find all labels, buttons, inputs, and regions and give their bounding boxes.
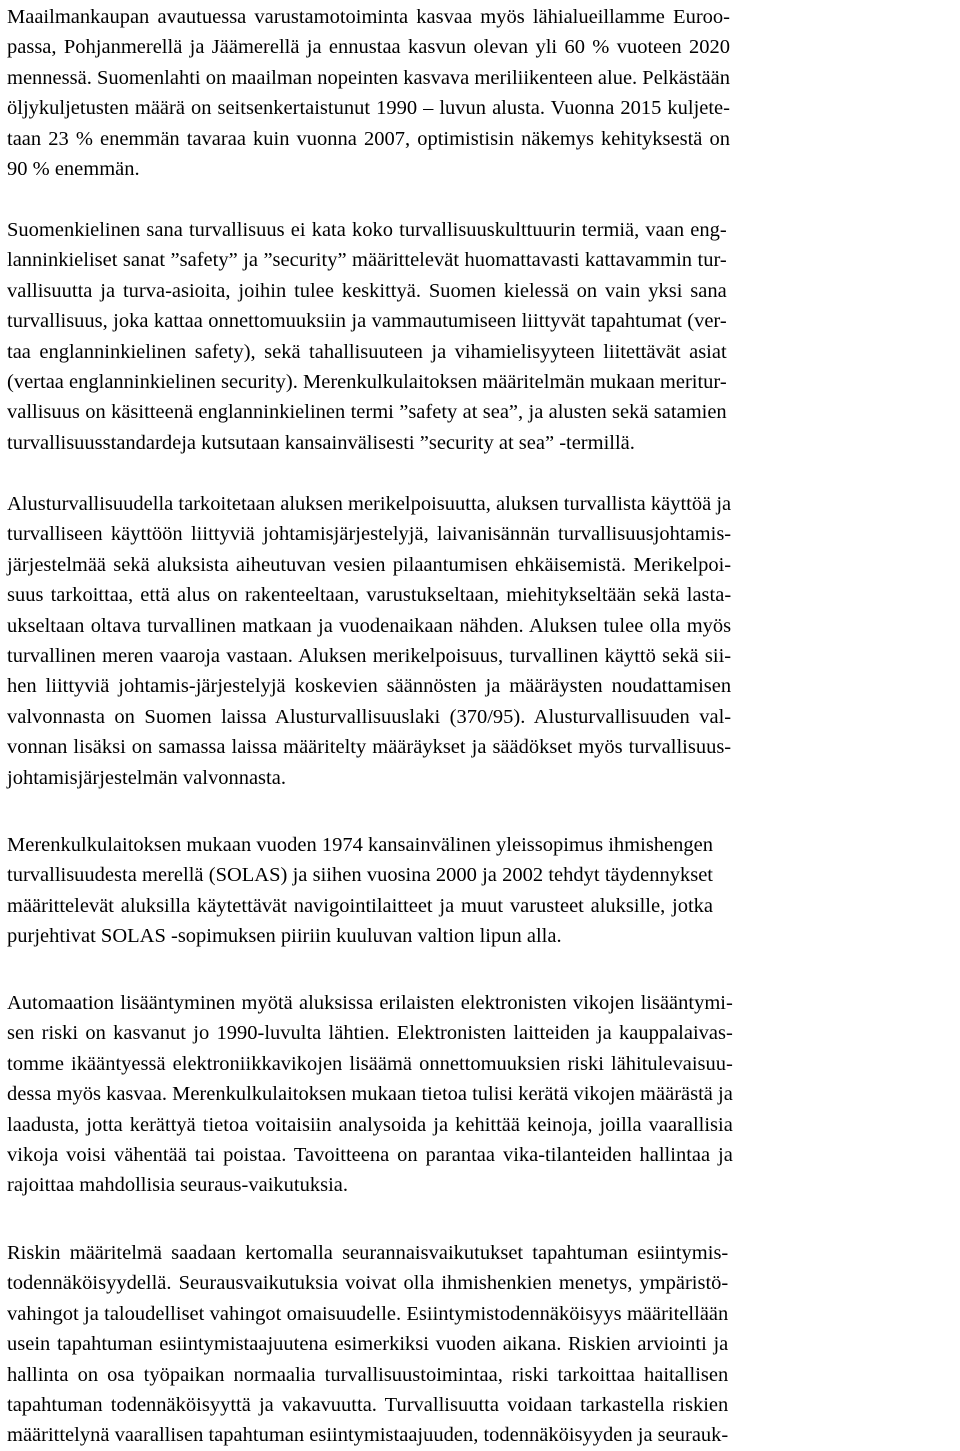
text-line: mennessä. Suomenlahti on maailman nopeinten kasvava meriliikenteen alue. Pelkästään bbox=[7, 66, 730, 89]
text-line: tomme ikääntyessä elektroniikkavikojen lisäämä onnettomuuksien riski lähitulevaisuu- bbox=[7, 1052, 733, 1075]
text-line: turvalliseen käyttöön liittyviä johtamisjärjestelyjä, laivanisännän turvallisuusjohtamis- bbox=[7, 523, 732, 546]
text-line: vallisuutta ja turva-asioita, joihin tulee keskittyä. Suomen kielessä on vain yksi sana bbox=[7, 279, 727, 302]
paragraph-4 bbox=[7, 830, 713, 952]
text-line: järjestelmää sekä aluksista aiheutuvan vesien pilaantumisen ehkäisemistä. Merikelpoi- bbox=[7, 553, 732, 576]
text-line: passa, Pohjanmerellä ja Jäämerellä ja ennustaa kasvun olevan yli 60 % vuoteen 2020 bbox=[7, 36, 730, 59]
text-line: valvonnasta on Suomen laissa Alusturvallisuuslaki (370/95). Alusturvallisuuden val- bbox=[7, 705, 732, 728]
text-line: todennäköisyydellä. Seurausvaikutuksia voivat olla ihmishenkien menetys, ympäristö- bbox=[7, 1272, 729, 1295]
text-line: vallisuus on käsitteenä englanninkielinen termi ”safety at sea”, ja alusten sekä satamien bbox=[7, 401, 727, 424]
text-line: lanninkieliset sanat ”safety” ja ”security” määrittelevät huomattavasti kattavammin tur- bbox=[7, 249, 727, 272]
text-line: laadusta, jotta kerättyä tietoa voitaisiin analysoida ja kehittää keinoja, joilla vaarallisia bbox=[7, 1113, 733, 1136]
text-line: suus tarkoittaa, että alus on rakenteeltaan, varustukseltaan, miehitykseltään sekä lasta- bbox=[7, 584, 732, 607]
text-line: (vertaa englanninkielinen security). Merenkulkulaitoksen määritelmän mukaan meritur- bbox=[7, 370, 727, 393]
text-line: usein tapahtuman esiintymistaajuutena esimerkiksi vuoden aikana. Riskien arviointi ja bbox=[7, 1333, 729, 1356]
text-line: Riskin määritelmä saadaan kertomalla seurannaisvaikutukset tapahtuman esiintymis- bbox=[7, 1242, 729, 1264]
text-line: tapahtuman todennäköisyyttä ja vakavuutta. Turvallisuutta voidaan tarkastella riskien bbox=[7, 1393, 729, 1416]
text-line: hen liittyviä johtamis-järjestelyjä koskevien säännösten ja määräysten noudattamisen bbox=[7, 675, 732, 698]
text-line: sen riski on kasvanut jo 1990-luvulta lähtien. Elektronisten laitteiden ja kauppalaivas- bbox=[7, 1022, 733, 1045]
paragraph-5 bbox=[7, 988, 733, 1201]
text-line: dessa myös kasvaa. Merenkulkulaitoksen mukaan tietoa tulisi kerätä vikojen määrästä ja bbox=[7, 1083, 733, 1106]
paragraph-2 bbox=[7, 215, 727, 458]
text-line: turvallisuudesta merellä (SOLAS) ja siihen vuosina 2000 ja 2002 tehdyt täydennykset bbox=[7, 864, 713, 887]
text-line: vahingot ja taloudelliset vahingot omaisuudelle. Esiintymistodennäköisyys määritellään bbox=[7, 1302, 729, 1325]
text-line: purjehtivat SOLAS -sopimuksen piiriin kuuluvan valtion lipun alla. bbox=[7, 925, 562, 948]
text-line: öljykuljetusten määrä on seitsenkertaistunut 1990 – luvun alusta. Vuonna 2015 kuljete- bbox=[7, 97, 730, 120]
text-line: johtamisjärjestelmän valvonnasta. bbox=[7, 766, 286, 789]
text-line: määrittelevät aluksilla käytettävät navigointilaitteet ja muut varusteet aluksille, jotka bbox=[7, 894, 713, 917]
text-line: turvallinen meren vaaroja vastaan. Aluksen merikelpoisuus, turvallinen käyttö sekä sii- bbox=[7, 644, 732, 667]
text-line: Maailmankaupan avautuessa varustamotoiminta kasvaa myös lähialueillamme Euroo- bbox=[7, 6, 730, 28]
text-line: taa englanninkielinen safety), sekä tahallisuuteen ja vihamielisyyteen liitettävät asiat bbox=[7, 340, 727, 363]
text-line: määrittelynä vaarallisen tapahtuman esiintymistaajuuden, todennäköisyyden ja seurauk- bbox=[7, 1424, 729, 1447]
text-line: turvallisuusstandardeja kutsutaan kansainvälisesti ”security at sea” -termillä. bbox=[7, 431, 635, 454]
text-line: rajoittaa mahdollisia seuraus-vaikutuksia. bbox=[7, 1174, 349, 1197]
text-line: Alusturvallisuudella tarkoitetaan aluksen merikelpoisuutta, aluksen turvallista käyttöä ja bbox=[7, 493, 732, 515]
text-line: vonnan lisäksi on samassa laissa määritelty määräykset ja säädökset myös turvallisuus- bbox=[7, 736, 732, 759]
text-line: 90 % enemmän. bbox=[7, 157, 140, 180]
text-line: taan 23 % enemmän tavaraa kuin vuonna 2007, optimistisin näkemys kehityksestä on bbox=[7, 127, 730, 150]
text-line: turvallisuus, joka kattaa onnettomuuksiin ja vammautumiseen liittyvät tapahtumat (ver- bbox=[7, 310, 727, 333]
paragraph-1 bbox=[7, 2, 730, 184]
text-line: vikoja voisi vähentää tai poistaa. Tavoitteena on parantaa vika-tilanteiden hallintaa ja bbox=[7, 1143, 733, 1166]
text-line: Merenkulkulaitoksen mukaan vuoden 1974 kansainvälinen yleissopimus ihmishengen bbox=[7, 834, 713, 856]
paragraph-3 bbox=[7, 489, 731, 793]
paragraph-6 bbox=[7, 1238, 728, 1451]
text-line: Automaation lisääntyminen myötä aluksissa erilaisten elektronisten vikojen lisääntymi- bbox=[7, 992, 733, 1014]
text-line: Suomenkielinen sana turvallisuus ei kata koko turvallisuuskulttuurin termiä, vaan eng- bbox=[7, 219, 727, 241]
text-line: ukseltaan oltava turvallinen matkaan ja vuodenaikaan nähden. Aluksen tulee olla myös bbox=[7, 614, 732, 637]
text-line: hallinta on osa työpaikan normaalia turvallisuustoimintaa, riski tarkoittaa haitallisen bbox=[7, 1363, 729, 1386]
